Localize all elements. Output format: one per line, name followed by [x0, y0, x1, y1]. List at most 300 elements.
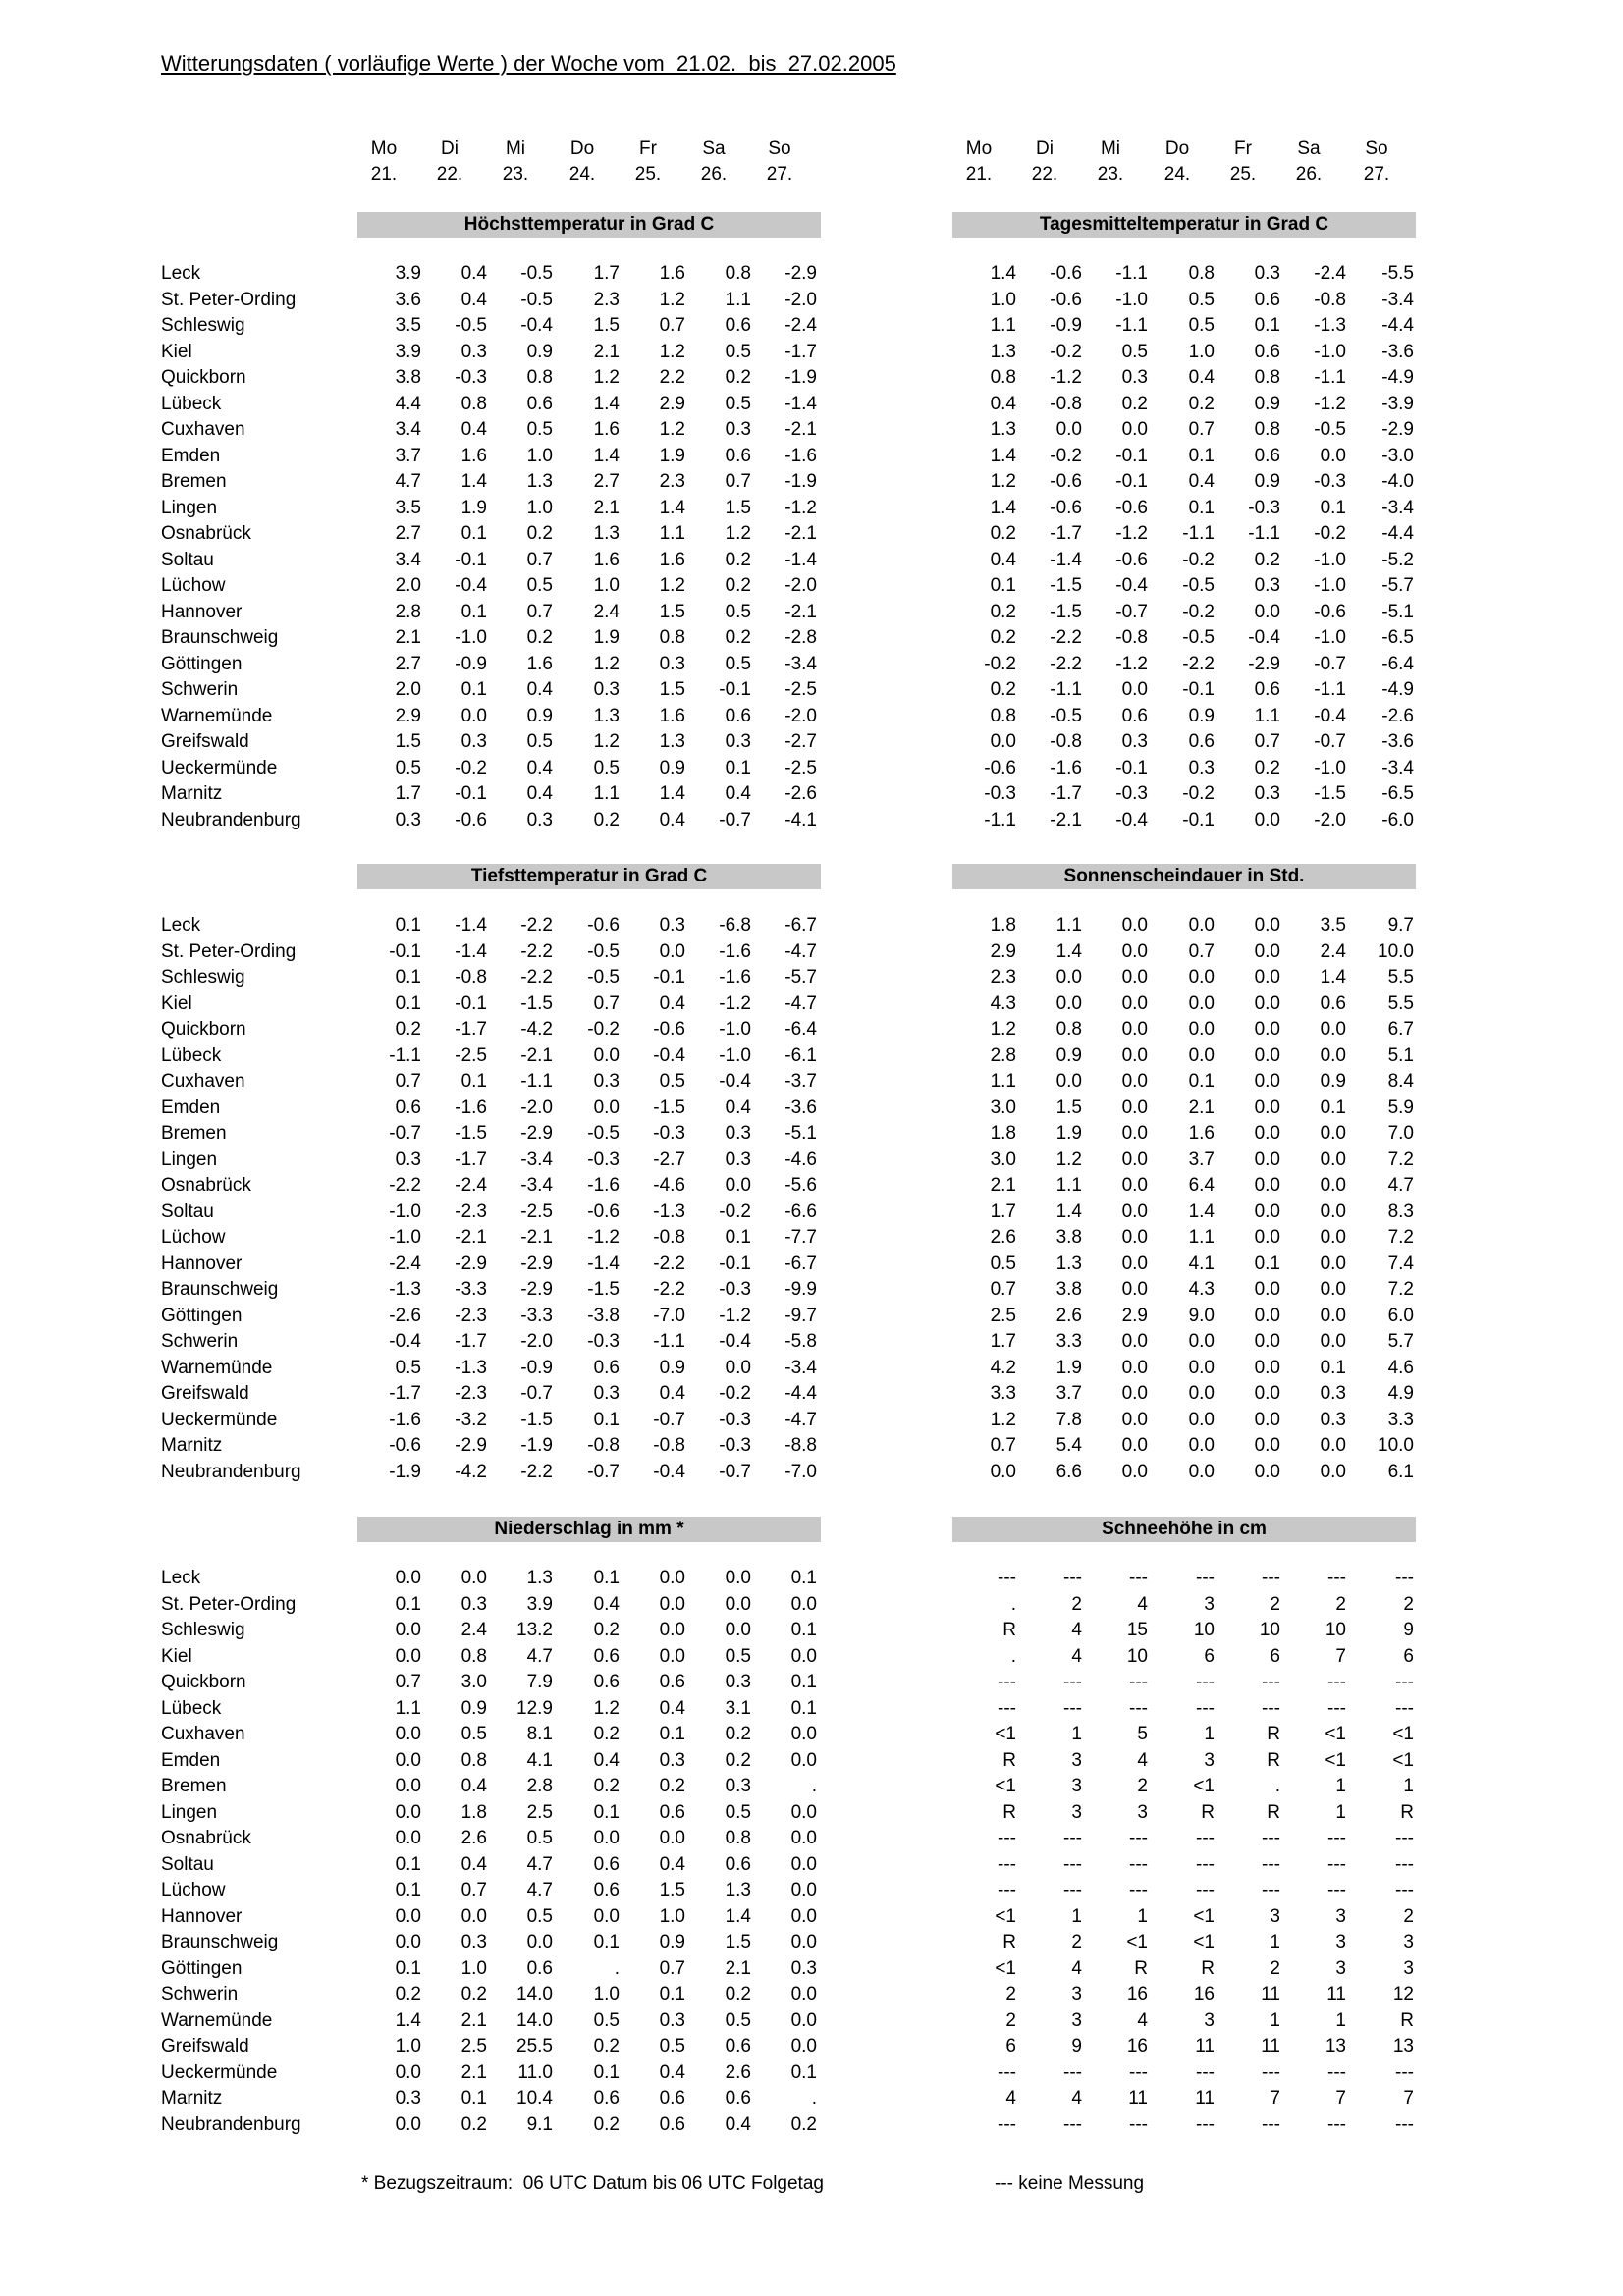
value-cell: 2.1 — [395, 627, 421, 648]
value-cell: 5.5 — [1387, 992, 1414, 1014]
value-cell: -1.5 — [587, 1279, 620, 1300]
value-cell: 0.1 — [460, 679, 487, 700]
table-row — [0, 548, 1623, 574]
value-cell: 6.0 — [1387, 1305, 1414, 1326]
value-cell: 0.2 — [460, 1984, 487, 2004]
value-cell: -1.5 — [520, 1409, 553, 1430]
value-cell: -5.6 — [784, 1175, 817, 1196]
value-cell: 11.0 — [517, 2061, 553, 2083]
value-cell: 0.1 — [593, 1568, 620, 1588]
value-cell: 10 — [1193, 1620, 1215, 1640]
value-cell: 2.1 — [593, 497, 620, 518]
value-cell: -2.0 — [784, 705, 817, 726]
value-cell: 1.9 — [659, 445, 685, 466]
value-cell: 0.0 — [1254, 940, 1280, 962]
value-cell: -6.0 — [1381, 809, 1414, 830]
table-row — [0, 392, 1623, 418]
value-cell: -5.2 — [1381, 549, 1414, 570]
value-cell: 0.6 — [1254, 341, 1280, 362]
day-name: Di — [1036, 138, 1054, 159]
value-cell: -4.2 — [520, 1019, 553, 1040]
value-cell: 0.6 — [1320, 992, 1346, 1014]
value-cell: 0.0 — [395, 1828, 421, 1848]
value-cell: 0.5 — [725, 393, 751, 414]
value-cell: 0.6 — [725, 2036, 751, 2056]
value-cell: 0.4 — [990, 393, 1016, 414]
value-cell: --- — [1063, 2113, 1082, 2135]
value-cell: 11 — [1326, 1984, 1346, 2004]
station-name: Göttingen — [161, 1305, 243, 1326]
value-cell: 0.1 — [1188, 1071, 1215, 1092]
value-cell: 3 — [1204, 1593, 1215, 1615]
value-cell: -1.2 — [784, 497, 817, 518]
value-cell: 3.0 — [990, 1148, 1016, 1170]
value-cell: 3.9 — [526, 1593, 553, 1615]
value-cell: -2.2 — [653, 1253, 685, 1274]
value-cell: 2.5 — [526, 1801, 553, 1823]
table-row — [0, 417, 1623, 444]
value-cell: 1.4 — [659, 497, 685, 518]
value-cell: 0.4 — [659, 1853, 685, 1875]
value-cell: 1.2 — [593, 367, 620, 388]
value-cell: 0.0 — [1254, 992, 1280, 1014]
value-cell: 0.0 — [725, 1175, 751, 1196]
value-cell: -6.1 — [784, 1044, 817, 1066]
value-cell: 0.0 — [1320, 1044, 1346, 1066]
station-name: Ueckermünde — [161, 757, 278, 778]
value-cell: 0.1 — [659, 1984, 685, 2004]
value-cell: 0.0 — [1188, 1331, 1215, 1352]
value-cell: -2.9 — [520, 1253, 553, 1274]
day-name: Di — [441, 138, 459, 159]
value-cell: 13 — [1325, 2036, 1346, 2056]
value-cell: 0.8 — [990, 705, 1016, 726]
value-cell: -1.1 — [1050, 679, 1082, 700]
table-row — [0, 1173, 1623, 1200]
value-cell: -2.0 — [520, 1096, 553, 1118]
value-cell: 0.2 — [659, 1776, 685, 1796]
value-cell: 1.0 — [593, 575, 620, 596]
value-cell: -1.2 — [719, 1305, 751, 1326]
value-cell: 6 — [1403, 1645, 1414, 1667]
value-cell: -0.2 — [1050, 341, 1082, 362]
value-cell: --- — [998, 1672, 1016, 1692]
value-cell: 3.7 — [1055, 1383, 1082, 1404]
value-cell: -9.9 — [784, 1279, 817, 1300]
value-cell: 1.5 — [725, 1932, 751, 1952]
value-cell: 0.0 — [395, 1749, 421, 1771]
value-cell: 1.2 — [593, 731, 620, 752]
table-row — [0, 1460, 1623, 1486]
value-cell: 0.0 — [460, 1905, 487, 1927]
value-cell: --- — [1129, 2061, 1148, 2083]
value-cell: 0.9 — [659, 1357, 685, 1378]
value-cell: 0.4 — [659, 809, 685, 830]
value-cell: 2 — [1137, 1776, 1148, 1796]
value-cell: 0.1 — [790, 1568, 817, 1588]
value-cell: -0.7 — [719, 1461, 751, 1482]
value-cell: 0.3 — [593, 1071, 620, 1092]
value-cell: 0.8 — [1254, 367, 1280, 388]
value-cell: 0.7 — [460, 1880, 487, 1900]
value-cell: 3.4 — [395, 419, 421, 440]
value-cell: 0.0 — [526, 1932, 553, 1952]
value-cell: -1.3 — [1314, 315, 1346, 336]
value-cell: 0.3 — [659, 1749, 685, 1771]
value-cell: 0.4 — [725, 783, 751, 804]
value-cell: 1.5 — [659, 601, 685, 622]
value-cell: 0.4 — [593, 1749, 620, 1771]
value-cell: 16 — [1126, 2036, 1148, 2056]
value-cell: 0.0 — [593, 1096, 620, 1118]
value-cell: -4.4 — [784, 1383, 817, 1404]
value-cell: 0.0 — [1121, 1019, 1148, 1040]
value-cell: 3 — [1204, 2009, 1215, 2031]
value-cell: 0.1 — [990, 575, 1016, 596]
value-cell: -4.9 — [1381, 367, 1414, 388]
value-cell: -1.4 — [455, 915, 487, 935]
value-cell: 0.2 — [526, 627, 553, 648]
value-cell: R — [1002, 1801, 1016, 1823]
value-cell: 0.0 — [1121, 1227, 1148, 1248]
table-row — [0, 1381, 1623, 1408]
value-cell: -3.4 — [520, 1148, 553, 1170]
value-cell: 0.0 — [1254, 1096, 1280, 1118]
value-cell: 0.2 — [725, 627, 751, 648]
table-row — [0, 444, 1623, 470]
value-cell: R — [1002, 1749, 1016, 1771]
value-cell: -2.9 — [455, 1435, 487, 1456]
value-cell: 0.6 — [593, 1880, 620, 1900]
table-row — [0, 261, 1623, 288]
value-cell: 1.0 — [593, 1984, 620, 2004]
value-cell: 0.8 — [1055, 1019, 1082, 1040]
value-cell: -3.4 — [1381, 289, 1414, 310]
value-cell: <1 — [995, 1724, 1016, 1744]
value-cell: <1 — [1392, 1724, 1414, 1744]
value-cell: 1.7 — [990, 1331, 1016, 1352]
value-cell: 1.7 — [593, 263, 620, 284]
value-cell: 0.6 — [659, 2088, 685, 2109]
value-cell: 7.2 — [1387, 1227, 1414, 1248]
value-cell: 0.0 — [395, 1776, 421, 1796]
value-cell: -0.1 — [455, 549, 487, 570]
value-cell: 3.6 — [395, 289, 421, 310]
value-cell: -2.2 — [520, 1461, 553, 1482]
value-cell: 10.0 — [1378, 940, 1414, 962]
value-cell: 4 — [1071, 1645, 1082, 1667]
value-cell: 0.5 — [725, 1801, 751, 1823]
value-cell: -2.2 — [1182, 653, 1215, 674]
value-cell: -1.2 — [1050, 367, 1082, 388]
value-cell: 2.1 — [460, 2009, 487, 2031]
value-cell: 25.5 — [516, 2036, 553, 2056]
value-cell: 1.4 — [395, 2009, 421, 2031]
value-cell: 0.0 — [1254, 1279, 1280, 1300]
table-row — [0, 729, 1623, 756]
station-name: Hannover — [161, 601, 243, 622]
station-name: Warnemünde — [161, 2009, 273, 2031]
value-cell: -5.5 — [1381, 263, 1414, 284]
value-cell: 2.7 — [395, 653, 421, 674]
value-cell: -0.3 — [1248, 497, 1280, 518]
value-cell: 14.0 — [516, 2009, 553, 2031]
value-cell: 0.0 — [790, 1749, 817, 1771]
value-cell: 1.6 — [526, 653, 553, 674]
station-name: Lingen — [161, 1148, 218, 1170]
value-cell: -0.7 — [587, 1461, 620, 1482]
value-cell: <1 — [995, 1776, 1016, 1796]
value-cell: 0.0 — [593, 1828, 620, 1848]
value-cell: <1 — [1193, 1932, 1215, 1952]
value-cell: 3 — [1335, 1905, 1346, 1927]
value-cell: -0.5 — [520, 263, 553, 284]
day-name: Sa — [702, 138, 726, 159]
value-cell: -2.9 — [784, 263, 817, 284]
value-cell: -0.1 — [653, 967, 685, 988]
value-cell: 0.1 — [790, 1672, 817, 1692]
value-cell: <1 — [1193, 1905, 1215, 1927]
station-name: Marnitz — [161, 783, 223, 804]
value-cell: 6 — [1204, 1645, 1215, 1667]
station-name: Bremen — [161, 1776, 227, 1796]
value-cell: -0.4 — [389, 1331, 421, 1352]
table-row — [0, 2008, 1623, 2035]
value-cell: 0.7 — [526, 549, 553, 570]
value-cell: --- — [1262, 2061, 1280, 2083]
value-cell: -3.0 — [1381, 445, 1414, 466]
value-cell: -1.7 — [455, 1148, 487, 1170]
table-row — [0, 1852, 1623, 1879]
station-name: Braunschweig — [161, 1279, 279, 1300]
value-cell: 0.0 — [1320, 1019, 1346, 1040]
value-cell: 0.0 — [790, 2036, 817, 2056]
value-cell: -1.9 — [784, 367, 817, 388]
value-cell: 0.0 — [659, 940, 685, 962]
value-cell: 0.0 — [790, 1905, 817, 1927]
value-cell: 0.0 — [1320, 1305, 1346, 1326]
value-cell: 6.1 — [1387, 1461, 1414, 1482]
value-cell: -0.8 — [653, 1227, 685, 1248]
station-name: Kiel — [161, 1645, 192, 1667]
value-cell: -3.8 — [587, 1305, 620, 1326]
value-cell: 0.0 — [1121, 1175, 1148, 1196]
section-header-right: Sonnenscheindauer in Std. — [952, 864, 1416, 889]
value-cell: 0.3 — [659, 2009, 685, 2031]
value-cell: 3 — [1071, 1801, 1082, 1823]
value-cell: 0.0 — [790, 1853, 817, 1875]
value-cell: 3 — [1335, 1957, 1346, 1979]
value-cell: -1.0 — [1314, 627, 1346, 648]
value-cell: 3.3 — [1387, 1409, 1414, 1430]
value-cell: -5.1 — [784, 1123, 817, 1144]
value-cell: 1.4 — [1320, 967, 1346, 988]
value-cell: 2 — [1071, 1932, 1082, 1952]
value-cell: -1.5 — [1050, 601, 1082, 622]
value-cell: 0.2 — [990, 523, 1016, 544]
value-cell: --- — [1262, 2113, 1280, 2135]
station-name: Schwerin — [161, 679, 239, 700]
value-cell: 5.1 — [1387, 1044, 1414, 1066]
value-cell: 1.0 — [526, 497, 553, 518]
value-cell: -1.4 — [587, 1253, 620, 1274]
value-cell: 0.2 — [725, 575, 751, 596]
value-cell: 0.0 — [1121, 1201, 1148, 1222]
value-cell: -2.5 — [455, 1044, 487, 1066]
value-cell: 3.8 — [1055, 1227, 1082, 1248]
table-row — [0, 1696, 1623, 1723]
value-cell: 0.0 — [1121, 1435, 1148, 1456]
value-cell: -1.2 — [719, 992, 751, 1014]
value-cell: 0.4 — [526, 783, 553, 804]
value-cell: 2.7 — [395, 523, 421, 544]
value-cell: --- — [1395, 2061, 1414, 2083]
value-cell: 0.9 — [1254, 393, 1280, 414]
value-cell: -1.6 — [389, 1409, 421, 1430]
value-cell: 1.8 — [460, 1801, 487, 1823]
value-cell: 1.4 — [659, 783, 685, 804]
value-cell: 0.1 — [1254, 315, 1280, 336]
station-name: Lübeck — [161, 393, 222, 414]
value-cell: --- — [1129, 1697, 1148, 1719]
station-name: Warnemünde — [161, 705, 273, 726]
value-cell: . — [614, 1957, 620, 1979]
value-cell: 4.9 — [1387, 1383, 1414, 1404]
station-name: St. Peter-Ording — [161, 940, 297, 962]
value-cell: 7.2 — [1387, 1148, 1414, 1170]
station-name: Bremen — [161, 471, 227, 492]
value-cell: -1.1 — [520, 1071, 553, 1092]
value-cell: -4.9 — [1381, 679, 1414, 700]
station-name: Quickborn — [161, 1019, 246, 1040]
value-cell: 0.6 — [1188, 731, 1215, 752]
value-cell: -1.1 — [1182, 523, 1215, 544]
value-cell: 0.3 — [460, 341, 487, 362]
value-cell: 0.0 — [1320, 1253, 1346, 1274]
value-cell: -1.2 — [1314, 393, 1346, 414]
station-name: Bremen — [161, 1123, 227, 1144]
value-cell: -0.4 — [719, 1331, 751, 1352]
value-cell: 0.4 — [1188, 471, 1215, 492]
day-date: 23. — [1097, 164, 1124, 185]
table-row — [0, 913, 1623, 939]
value-cell: 2 — [1403, 1905, 1414, 1927]
station-name: Lübeck — [161, 1697, 222, 1719]
value-cell: 0.2 — [725, 1984, 751, 2004]
value-cell: 0.7 — [395, 1672, 421, 1692]
value-cell: 0.6 — [395, 1096, 421, 1118]
value-cell: 0.0 — [1254, 1357, 1280, 1378]
value-cell: --- — [1196, 2061, 1215, 2083]
table-row — [0, 1878, 1623, 1904]
value-cell: 0.0 — [1320, 1148, 1346, 1170]
value-cell: 0.0 — [659, 1645, 685, 1667]
value-cell: -1.0 — [389, 1201, 421, 1222]
value-cell: 0.2 — [593, 809, 620, 830]
value-cell: 0.3 — [593, 679, 620, 700]
value-cell: --- — [1262, 1672, 1280, 1692]
value-cell: 2.7 — [593, 471, 620, 492]
value-cell: 4.7 — [526, 1645, 553, 1667]
value-cell: -3.3 — [520, 1305, 553, 1326]
value-cell: 0.0 — [790, 1828, 817, 1848]
value-cell: -0.2 — [719, 1383, 751, 1404]
value-cell: 9.1 — [526, 2113, 553, 2135]
value-cell: 16 — [1193, 1984, 1215, 2004]
value-cell: --- — [1395, 2113, 1414, 2135]
station-name: Emden — [161, 1749, 221, 1771]
value-cell: -0.8 — [587, 1435, 620, 1456]
value-cell: 0.7 — [990, 1279, 1016, 1300]
value-cell: 0.0 — [593, 1044, 620, 1066]
value-cell: 0.5 — [725, 2009, 751, 2031]
value-cell: 0.0 — [790, 1984, 817, 2004]
value-cell: --- — [1063, 1880, 1082, 1900]
value-cell: -1.2 — [1115, 523, 1148, 544]
value-cell: 1.3 — [990, 419, 1016, 440]
station-name: Neubrandenburg — [161, 2113, 301, 2135]
value-cell: -0.3 — [653, 1123, 685, 1144]
station-name: Leck — [161, 263, 201, 284]
table-row — [0, 1433, 1623, 1460]
value-cell: 4 — [1137, 1749, 1148, 1771]
value-cell: 1.1 — [725, 289, 751, 310]
table-row — [0, 1592, 1623, 1619]
value-cell: -2.3 — [455, 1305, 487, 1326]
value-cell: 0.0 — [1254, 1461, 1280, 1482]
value-cell: 0.0 — [1254, 1071, 1280, 1092]
value-cell: 0.0 — [1188, 1044, 1215, 1066]
value-cell: -2.2 — [389, 1175, 421, 1196]
value-cell: 0.2 — [526, 523, 553, 544]
value-cell: 10.0 — [1378, 1435, 1414, 1456]
value-cell: -0.6 — [653, 1019, 685, 1040]
value-cell: 0.8 — [460, 393, 487, 414]
value-cell: R — [1134, 1957, 1148, 1979]
value-cell: 1.1 — [395, 1697, 421, 1719]
value-cell: --- — [998, 1853, 1016, 1875]
value-cell: 1.4 — [725, 1905, 751, 1927]
value-cell: 0.0 — [790, 1645, 817, 1667]
value-cell: 1.2 — [1055, 1148, 1082, 1170]
value-cell: 1.5 — [395, 731, 421, 752]
table-row — [0, 469, 1623, 496]
value-cell: 0.3 — [1320, 1409, 1346, 1430]
value-cell: 0.3 — [659, 653, 685, 674]
table-row — [0, 1826, 1623, 1852]
value-cell: 2 — [1270, 1957, 1280, 1979]
value-cell: 6.4 — [1188, 1175, 1215, 1196]
value-cell: 5.4 — [1055, 1435, 1082, 1456]
value-cell: 0.0 — [1188, 992, 1215, 1014]
value-cell: 15 — [1126, 1620, 1148, 1640]
value-cell: -0.9 — [455, 653, 487, 674]
value-cell: 0.3 — [460, 731, 487, 752]
value-cell: -6.5 — [1381, 627, 1414, 648]
data-table — [0, 913, 1623, 1485]
value-cell: -0.6 — [587, 1201, 620, 1222]
value-cell: 6 — [1005, 2036, 1016, 2056]
value-cell: -0.6 — [587, 915, 620, 935]
station-name: Schleswig — [161, 967, 245, 988]
value-cell: -1.1 — [653, 1331, 685, 1352]
value-cell: -2.1 — [520, 1227, 553, 1248]
value-cell: 0.0 — [1254, 1435, 1280, 1456]
value-cell: 0.0 — [1121, 1123, 1148, 1144]
value-cell: 2.6 — [1055, 1305, 1082, 1326]
value-cell: 0.0 — [1121, 1357, 1148, 1378]
value-cell: 0.0 — [1188, 1383, 1215, 1404]
